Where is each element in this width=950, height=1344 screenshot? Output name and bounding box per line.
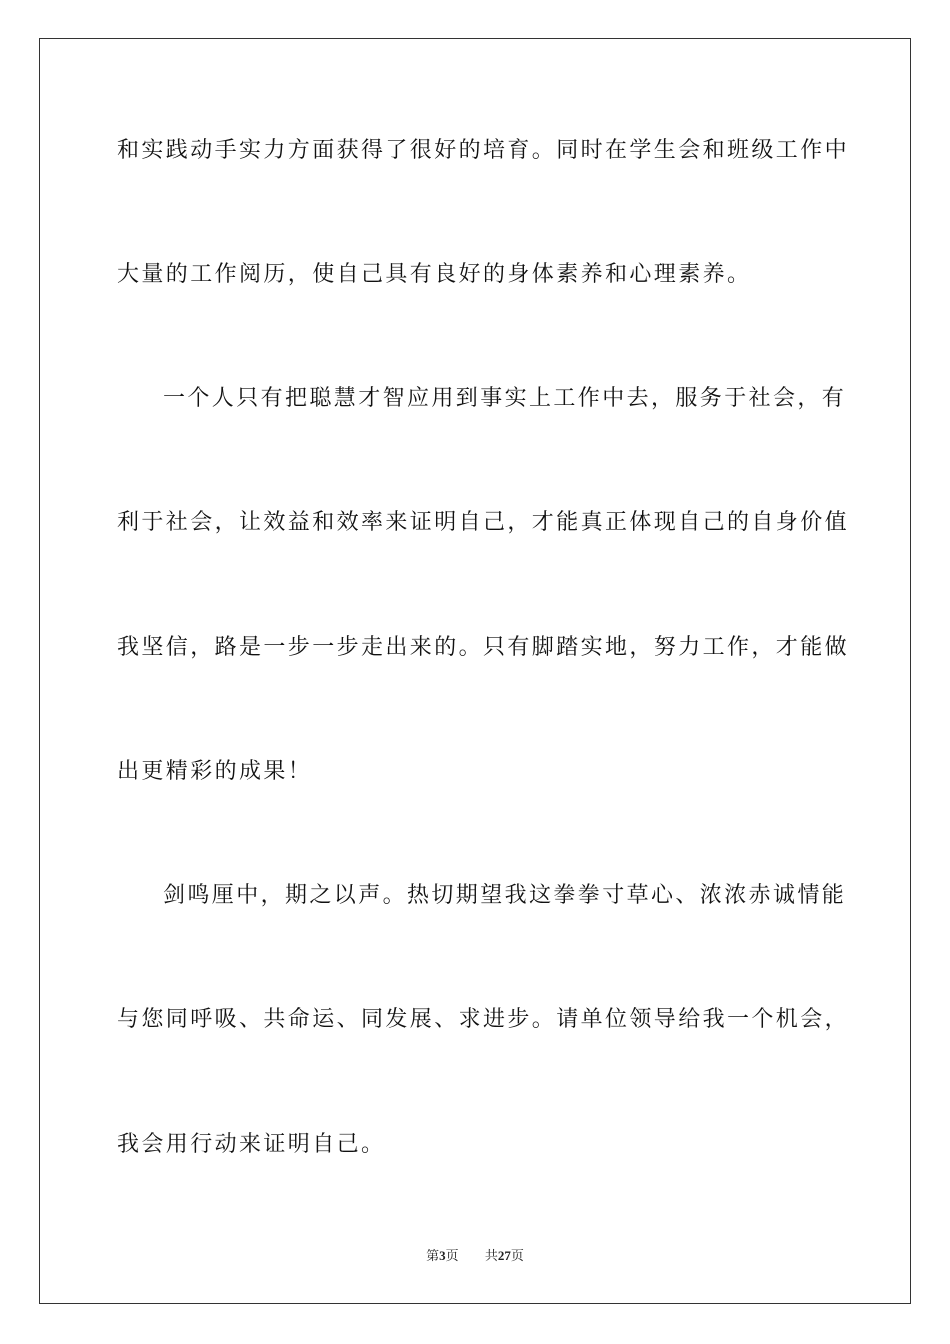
page-footer <box>0 1247 950 1266</box>
page-indicator: 第3页 <box>426 1248 459 1264</box>
total-pages-indicator: 共27页 <box>484 1248 524 1264</box>
page-number: 3 <box>439 1248 446 1263</box>
text-line: 我坚信，路是一步一步走出来的。只有脚踏实地，努力工作，才能做 <box>117 635 850 660</box>
text-line: 利于社会，让效益和效率来证明自己，才能真正体现自己的自身价值 <box>117 510 850 535</box>
paragraph-first-line: 一个人只有把聪慧才智应用到事实上工作中去，服务于社会，有 <box>163 386 847 411</box>
text-line: 和实践动手实力方面获得了很好的培育。同时在学生会和班级工作中 <box>117 138 850 163</box>
total-pages: 27 <box>497 1248 511 1263</box>
text-line: 大量的工作阅历，使自己具有良好的身体素养和心理素养。 <box>117 262 752 287</box>
text-line: 我会用行动来证明自己。 <box>117 1132 386 1157</box>
text-line: 与您同呼吸、共命运、同发展、求进步。请单位领导给我一个机会， <box>117 1007 850 1032</box>
text-line: 出更精彩的成果！ <box>117 759 313 784</box>
paragraph-first-line: 剑鸣厘中，期之以声。热切期望我这拳拳寸草心、浓浓赤诚情能 <box>163 883 847 908</box>
page-border <box>39 38 911 1304</box>
